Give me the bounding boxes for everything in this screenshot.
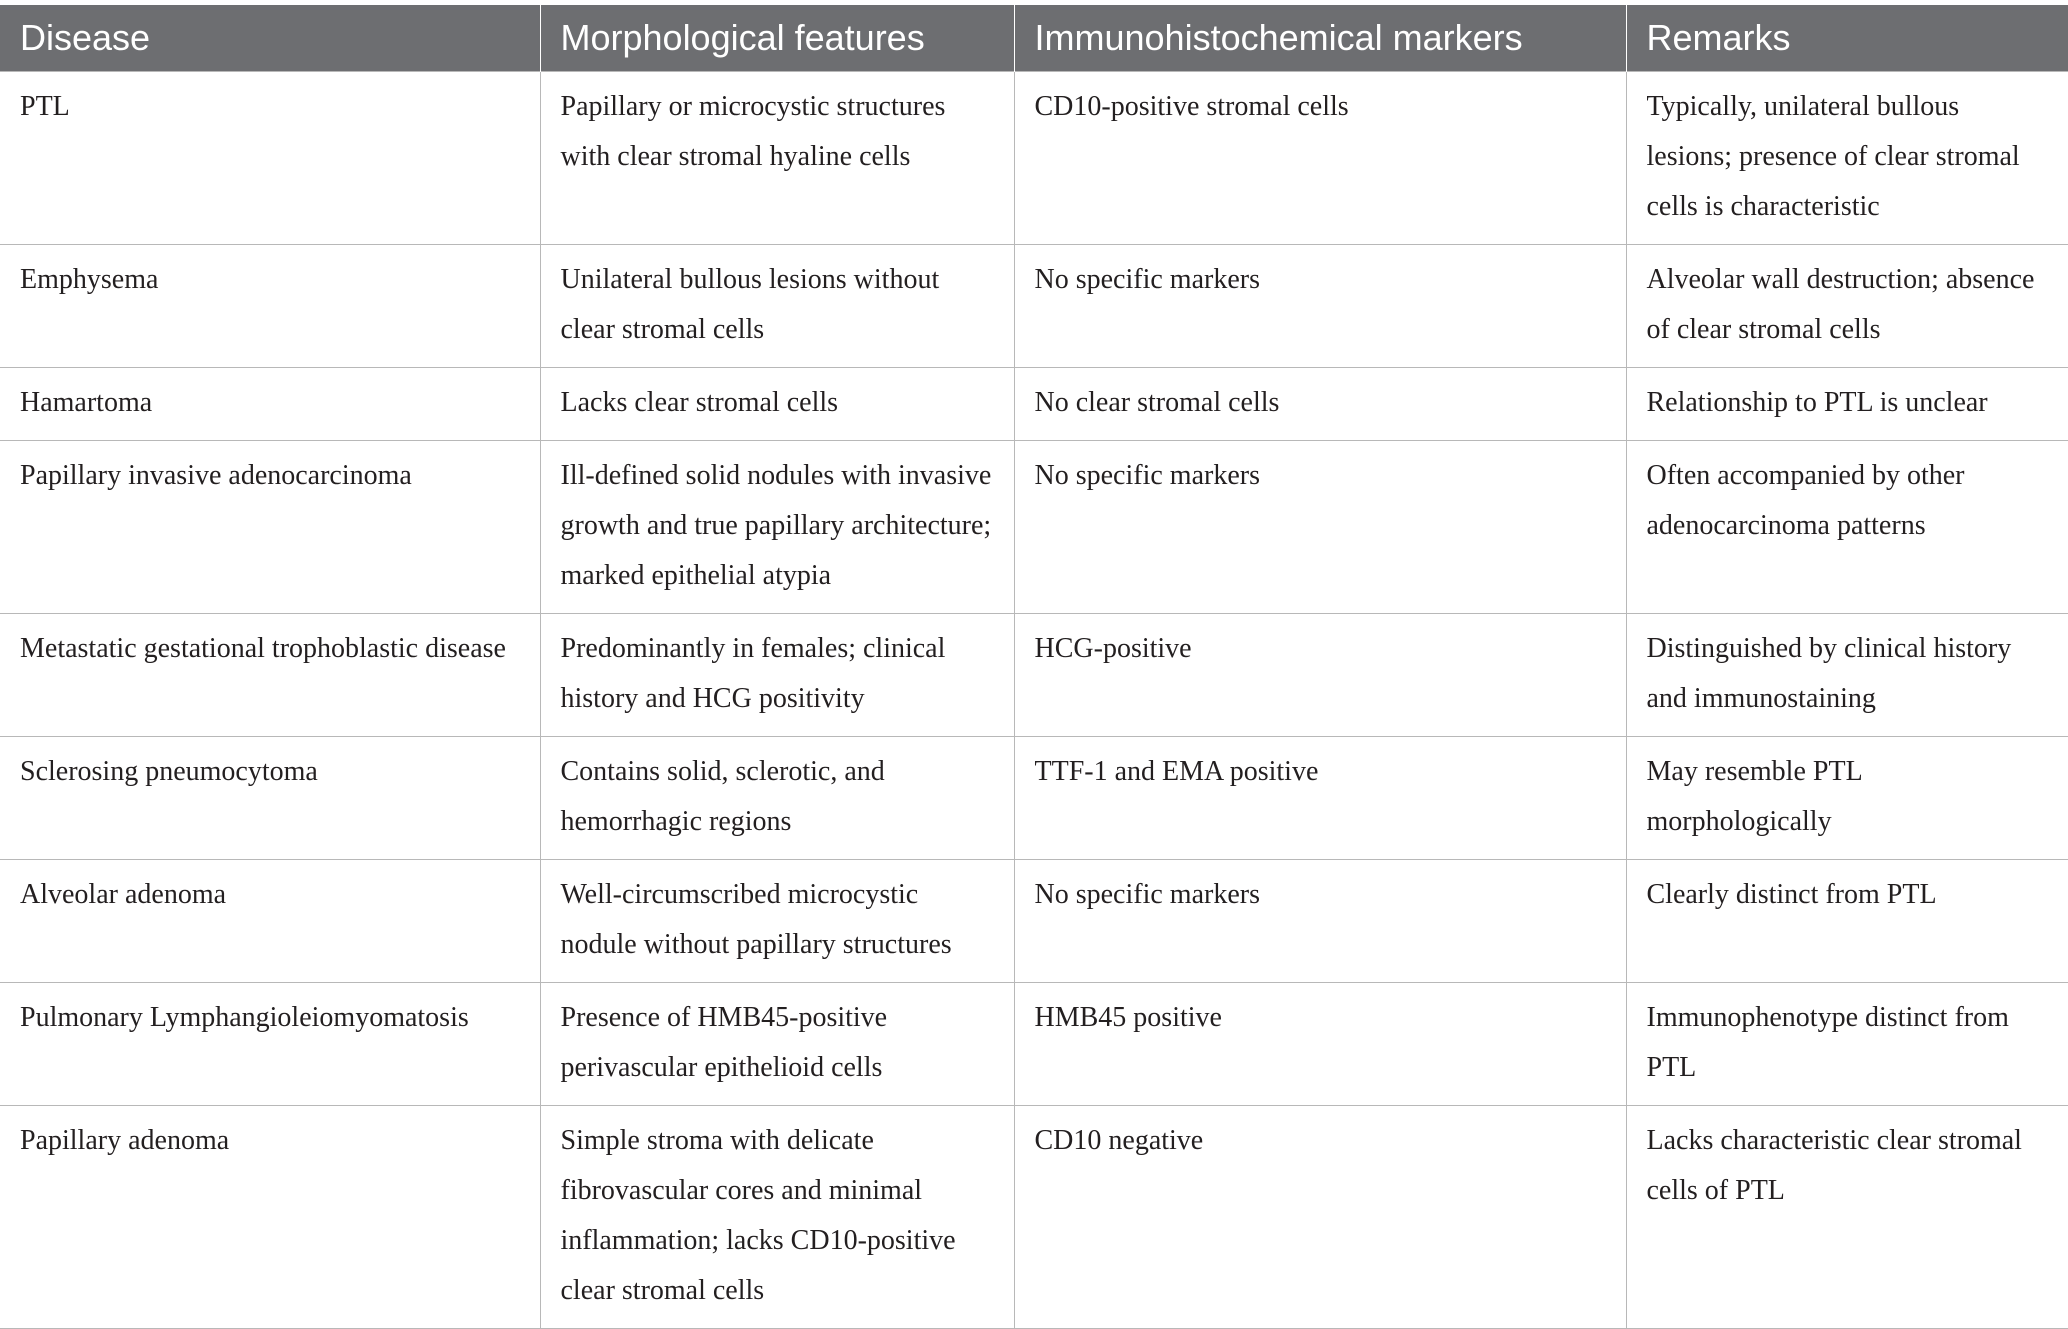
table-row (0, 368, 2068, 441)
table-row (0, 983, 2068, 1106)
remarks-cell: Alveolar wall destruction; absence of clear stromal cells (1626, 245, 2068, 368)
markers-cell: HMB45 positive (1014, 983, 1626, 1106)
remarks-cell: Immunophenotype distinct from PTL (1626, 983, 2068, 1106)
remarks-cell: Relationship to PTL is unclear (1626, 368, 2068, 441)
markers-cell: CD10-positive stromal cells (1014, 72, 1626, 245)
table-body (0, 72, 2068, 1329)
disease-cell: Emphysema (0, 245, 540, 368)
morphology-cell: Predominantly in females; clinical history and HCG positivity (540, 614, 1014, 737)
disease-cell: Pulmonary Lymphangioleiomyomatosis (0, 983, 540, 1106)
remarks-cell: Clearly distinct from PTL (1626, 860, 2068, 983)
morphology-cell: Contains solid, sclerotic, and hemorrhagic regions (540, 737, 1014, 860)
remarks-cell: May resemble PTL morphologically (1626, 737, 2068, 860)
morphology-cell: Well-circumscribed microcystic nodule without papillary structures (540, 860, 1014, 983)
table-row (0, 737, 2068, 860)
morphology-cell: Lacks clear stromal cells (540, 368, 1014, 441)
morphology-cell: Unilateral bullous lesions without clear stromal cells (540, 245, 1014, 368)
markers-cell: CD10 negative (1014, 1106, 1626, 1329)
disease-cell: Metastatic gestational trophoblastic disease (0, 614, 540, 737)
table-row (0, 245, 2068, 368)
table-row (0, 614, 2068, 737)
morphology-cell: Presence of HMB45-positive perivascular epithelioid cells (540, 983, 1014, 1106)
markers-cell: No clear stromal cells (1014, 368, 1626, 441)
disease-cell: PTL (0, 72, 540, 245)
remarks-cell: Lacks characteristic clear stromal cells of PTL (1626, 1106, 2068, 1329)
remarks-cell: Distinguished by clinical history and immunostaining (1626, 614, 2068, 737)
header-disease: Disease (0, 5, 540, 72)
morphology-cell: Ill-defined solid nodules with invasive growth and true papillary architecture; marked epithelial atypia (540, 441, 1014, 614)
header-immunohistochemical-markers: Immunohistochemical markers (1014, 5, 1626, 72)
remarks-cell: Typically, unilateral bullous lesions; presence of clear stromal cells is characteristic (1626, 72, 2068, 245)
table-row (0, 72, 2068, 245)
table-row (0, 860, 2068, 983)
disease-cell: Papillary invasive adenocarcinoma (0, 441, 540, 614)
table-header (0, 5, 2068, 72)
markers-cell: No specific markers (1014, 860, 1626, 983)
morphology-cell: Papillary or microcystic structures with clear stromal hyaline cells (540, 72, 1014, 245)
table-row (0, 1106, 2068, 1329)
header-remarks: Remarks (1626, 5, 2068, 72)
disease-cell: Alveolar adenoma (0, 860, 540, 983)
header-morphological-features: Morphological features (540, 5, 1014, 72)
markers-cell: No specific markers (1014, 245, 1626, 368)
disease-cell: Hamartoma (0, 368, 540, 441)
header-row (0, 5, 2068, 72)
remarks-cell: Often accompanied by other adenocarcinoma patterns (1626, 441, 2068, 614)
disease-cell: Papillary adenoma (0, 1106, 540, 1329)
markers-cell: No specific markers (1014, 441, 1626, 614)
table-row (0, 441, 2068, 614)
disease-cell: Sclerosing pneumocytoma (0, 737, 540, 860)
morphology-cell: Simple stroma with delicate fibrovascular cores and minimal inflammation; lacks CD10-positive clear stromal cells (540, 1106, 1014, 1329)
markers-cell: HCG-positive (1014, 614, 1626, 737)
differential-diagnosis-table (0, 5, 2068, 1329)
markers-cell: TTF-1 and EMA positive (1014, 737, 1626, 860)
